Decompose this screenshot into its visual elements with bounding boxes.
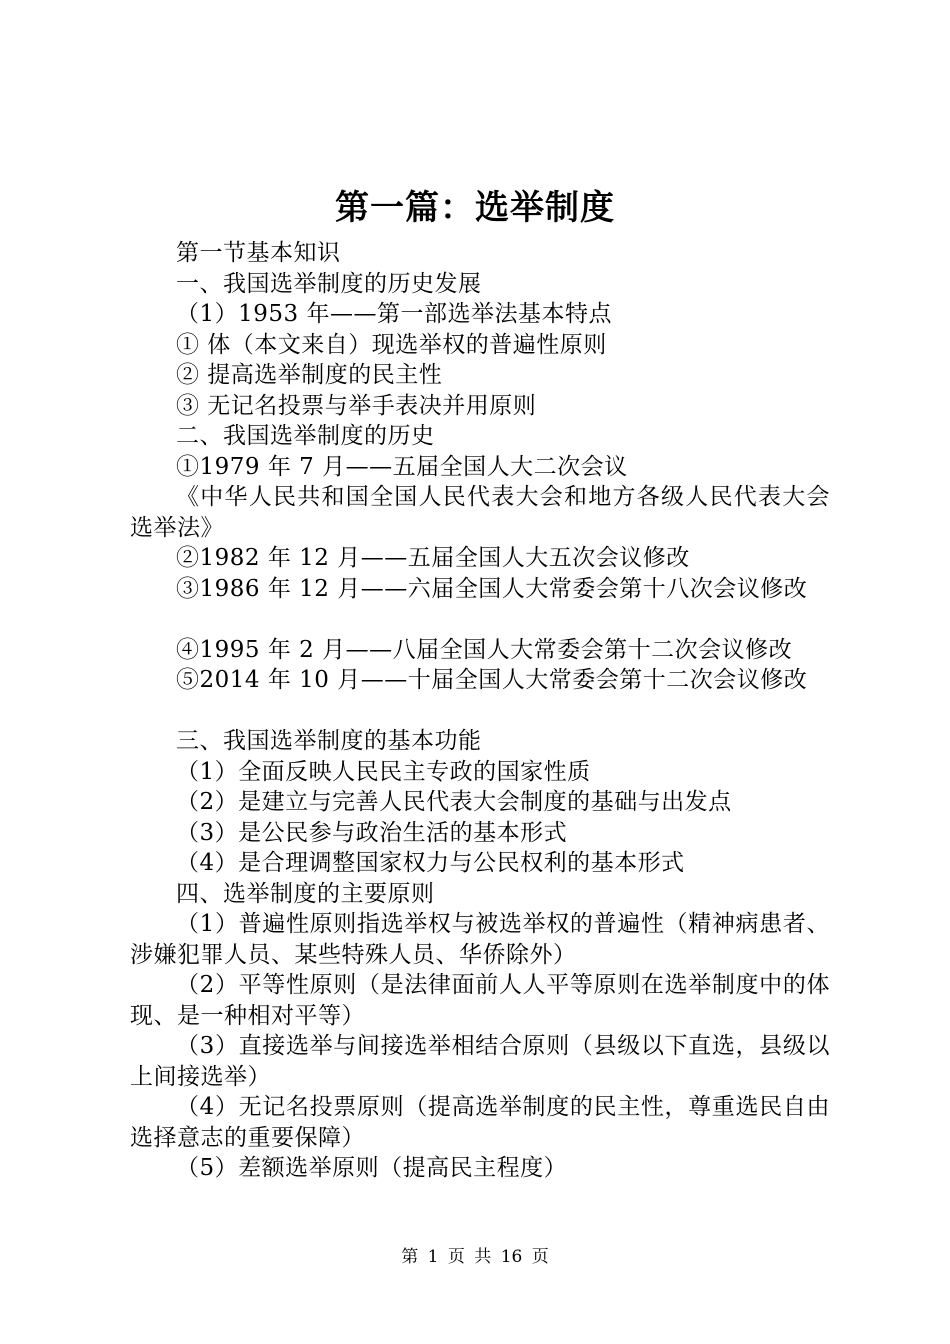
section-heading: 第一节基本知识 [176, 240, 341, 266]
section-heading: 三、我国选举制度的基本功能 [176, 728, 482, 754]
list-item: （3）直接选举与间接选举相结合原则（县级以下直选，县级以上间接选举） [130, 1033, 830, 1090]
list-item: （1）全面反映人民民主专政的国家性质 [176, 758, 591, 785]
list-item: （4）无记名投票原则（提高选举制度的民主性，尊重选民自由选择意志的重要保障） [130, 1094, 830, 1151]
list-item: ① 体（本文来自）现选举权的普遍性原则 [176, 331, 607, 358]
list-item: ③1986 年 12 月——六届全国人大常委会第十八次会议修改 [176, 575, 808, 602]
section-heading: 一、我国选举制度的历史发展 [176, 270, 482, 297]
list-item: （5）差额选举原则（提高民主程度） [176, 1155, 568, 1181]
list-item: ⑤2014 年 10 月——十届全国人大常委会第十二次会议修改 [176, 667, 808, 693]
page-footer: 第 1 页 共 16 页 [401, 1247, 549, 1267]
section-heading: 四、选举制度的主要原则 [176, 880, 435, 907]
page-title: 第一篇：选举制度 [335, 188, 615, 228]
list-item: （4）是合理调整国家权力与公民权利的基本形式 [176, 850, 685, 876]
list-item: （1）1953 年——第一部选举法基本特点 [176, 301, 612, 327]
list-item: ③ 无记名投票与举手表决并用原则 [176, 392, 537, 419]
paragraph: 《中华人民共和国全国人民代表大会和地方各级人民代表大会选举法》 [130, 484, 830, 541]
list-item: （1）普遍性原则指选举权与被选举权的普遍性（精神病患者、涉嫌犯罪人员、某些特殊人员、华侨除外） [130, 911, 830, 968]
list-item: ②1982 年 12 月——五届全国人大五次会议修改 [176, 545, 690, 571]
list-item: （2）平等性原则（是法律面前人人平等原则在选举制度中的体现、是一种相对平等） [130, 972, 830, 1029]
list-item: ④1995 年 2 月——八届全国人大常委会第十二次会议修改 [176, 636, 793, 663]
list-item: ①1979 年 7 月——五届全国人大二次会议 [176, 453, 628, 480]
section-heading: 二、我国选举制度的历史 [176, 423, 435, 449]
list-item: ② 提高选举制度的民主性 [176, 362, 443, 388]
document-body [130, 238, 830, 1184]
list-item: （2）是建立与完善人民代表大会制度的基础与出发点 [176, 789, 732, 815]
list-item: （3）是公民参与政治生活的基本形式 [176, 819, 568, 846]
